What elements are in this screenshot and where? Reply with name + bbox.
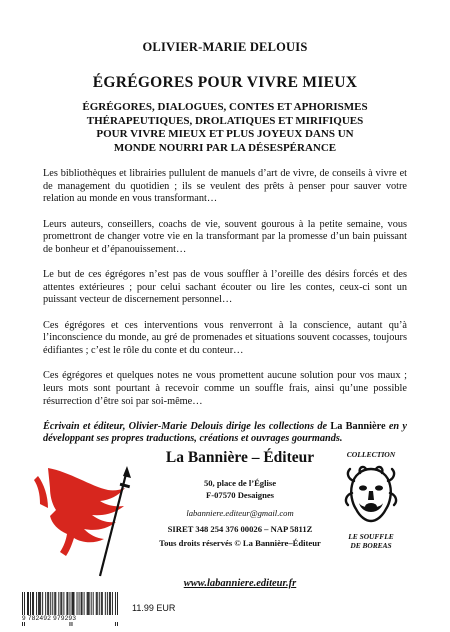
barcode-bar	[88, 592, 89, 616]
barcode-bar	[81, 592, 82, 616]
subtitle-line: MONDE NOURRI PAR LA DÉSESPÉRANCE	[113, 141, 337, 154]
barcode-bar	[38, 592, 39, 616]
barcode-bar	[61, 592, 62, 616]
barcode-bar	[28, 592, 29, 616]
barcode-bar	[107, 592, 108, 616]
boreas-face-icon	[342, 463, 400, 525]
subtitle-line: POUR VIVRE MIEUX ET PLUS JOYEUX DANS UN	[96, 128, 354, 141]
author-bio-text: en y développant ses propres traductions, créations et ouvrages gourmands.	[43, 420, 407, 445]
barcode-bar	[30, 592, 31, 616]
barcode-bar	[79, 592, 80, 616]
barcode-bar	[63, 592, 64, 616]
copyright-notice: Tous droits réservés © La Bannière–Éditeur	[159, 538, 321, 548]
barcode-bar	[54, 592, 55, 616]
collection-name	[336, 532, 406, 550]
barcode-bar	[96, 592, 97, 616]
book-subtitle	[58, 101, 392, 155]
barcode-bar	[109, 592, 110, 616]
publisher-siret: SIRET 348 254 376 00026 – NAP 5811Z	[167, 524, 313, 534]
isbn-digits: 9 782492 979293	[22, 615, 122, 622]
barcode-bar	[67, 592, 68, 616]
barcode-bar	[97, 592, 98, 616]
barcode-bar	[47, 592, 48, 616]
author-bio-text: Écrivain et éditeur, Olivier-Marie Delouis dirige les collections de	[43, 420, 331, 432]
publisher-name: La Bannière – Éditeur	[165, 449, 315, 466]
barcode-bar	[36, 592, 37, 616]
barcode-bar	[93, 592, 94, 616]
barcode-bar	[77, 592, 78, 616]
publisher-email: labanniere.editeur@gmail.com	[186, 508, 294, 518]
barcode-bar	[48, 592, 49, 616]
barcode-bar	[32, 592, 33, 616]
barcode-bar	[112, 592, 113, 616]
barcode-bar	[52, 592, 53, 616]
barcode-bar	[105, 592, 106, 616]
publisher-website: www.labanniere.editeur.fr	[183, 578, 297, 589]
blurb-paragraph: Leurs auteurs, conseillers, coachs de vie, souvent gourous à la petite semaine, vous promettront de changer votre vie en la transformant par la promesse d’un bain puissant de bonheur et d’épanouissement…	[43, 218, 407, 255]
barcode-bar	[33, 592, 34, 616]
blurb	[43, 168, 407, 459]
blurb-paragraph: Les bibliothèques et librairies pullulent de manuels d’art de vivre, de conseils à vivre et de management du quotidien ; ils se veulent des prêts à penser pour sauver votre relation au monde en vous transformant…	[43, 168, 407, 205]
subtitle-line: THÉRAPEUTIQUES, DROLATIQUES ET MIRIFIQUES	[86, 114, 364, 127]
author-bio-publisher: La Bannière	[330, 420, 386, 432]
barcode-bar	[110, 592, 111, 616]
barcode-bar	[40, 592, 41, 616]
barcode-bar	[66, 592, 67, 616]
barcode-bar	[91, 592, 92, 616]
book-title: ÉGRÉGORES POUR VIVRE MIEUX	[92, 74, 358, 91]
barcode-bar	[55, 592, 56, 616]
barcode-bar	[84, 592, 85, 616]
author-name: OLIVIER-MARIE DELOUIS	[142, 40, 308, 54]
barcode-bar	[74, 592, 75, 616]
barcode-bar	[73, 592, 74, 616]
blurb-paragraph: Ces égrégores et ces interventions vous renverront à la conscience, autant qu’à l’inconscience du monde, au gré de promenades et situations souvent cocasses, toujours édifiantes ; c’est le rôle du conte et du conteur…	[43, 319, 407, 356]
barcode-bar	[87, 592, 88, 616]
blurb-paragraph: Le but de ces égrégores n’est pas de vous souffler à l’oreille des désirs forcés et des attentes extérieures ; pour celui sachant écouter ou lire les contes, ceux-ci sont un puissant vecteur de discernement personnel…	[43, 269, 407, 306]
author-bio	[43, 421, 407, 446]
collection-label: COLLECTION	[346, 450, 396, 459]
barcode-bar	[99, 592, 100, 616]
collection-name-line: DE BOREAS	[350, 541, 392, 550]
barcode-bar	[60, 592, 61, 616]
barcode-bar	[102, 592, 103, 616]
barcode-bar	[58, 592, 59, 616]
barcode-bar	[42, 592, 43, 616]
barcode-bar	[45, 592, 46, 616]
publisher-city: F-07570 Desaignes	[205, 490, 275, 500]
subtitle-line: ÉGRÉGORES, DIALOGUES, CONTES ET APHORISMES	[82, 101, 368, 113]
barcode-bar	[89, 592, 90, 616]
barcode-bar	[82, 592, 83, 616]
publisher-address: 50, place de l’Église	[203, 478, 277, 488]
price: 11.99 EUR	[132, 603, 176, 613]
blurb-paragraph: Ces égrégores et quelques notes ne vous promettent aucune solution pour vos maux ; leurs mots sont pourtant à recevoir comme un souffle frais, ainsi qu’une possible résurrection d’être soi par soi-même…	[43, 370, 407, 407]
collection-name-line: LE SOUFFLE	[348, 532, 394, 541]
barcode-bar	[101, 592, 102, 616]
red-banner-flag-icon	[30, 460, 140, 580]
barcode-bar	[50, 592, 51, 616]
barcode-bar	[27, 592, 28, 616]
barcode-bar	[39, 592, 40, 616]
